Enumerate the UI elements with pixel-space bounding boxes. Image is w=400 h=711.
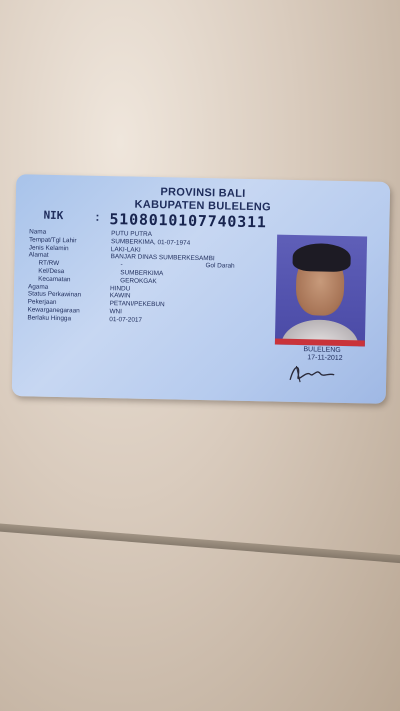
field-label: Kewarganegaraan	[27, 306, 80, 315]
field-value: SUMBERKIMA, 01-07-1974	[110, 237, 191, 247]
field-label: Alamat	[28, 251, 49, 260]
photo-collar	[275, 339, 365, 347]
field-label: Pekerjaan	[27, 298, 57, 307]
issue-date: 17-11-2012	[307, 354, 343, 362]
id-card	[12, 174, 391, 404]
field-label: Kecamatan	[38, 275, 71, 284]
field-value: -	[120, 261, 123, 269]
holder-photo	[275, 235, 367, 347]
field-label: RT/RW	[38, 259, 60, 268]
regency-title: KABUPATEN BULELENG	[134, 198, 272, 214]
nik-label: NIK	[43, 208, 64, 223]
field-value: PUTU PUTRA	[111, 230, 153, 238]
field-value: PETANI/PEKEBUN	[109, 300, 165, 309]
photo-hair	[292, 243, 351, 272]
nik-separator: :	[95, 209, 100, 224]
nik-value: 5108010107740311	[109, 210, 267, 232]
field-list	[27, 228, 215, 325]
field-value: 01-07-2017	[109, 315, 143, 324]
field-label: Jenis Kelamin	[28, 243, 69, 252]
field-label: Status Perkawinan	[27, 290, 82, 299]
field-value: SUMBERKIMA	[120, 269, 164, 278]
field-label: Berlaku Hingga	[27, 314, 72, 323]
field-label: Kel/Desa	[38, 267, 65, 276]
field-value: GEROKGAK	[120, 277, 157, 285]
field-label: Agama	[27, 282, 49, 291]
field-value: WNI	[109, 308, 123, 316]
field-label: Nama	[29, 228, 47, 236]
field-value: LAKI-LAKI	[110, 245, 141, 254]
field-value: HINDU	[109, 284, 131, 293]
field-value: BANJAR DINAS SUMBERKESAMBI	[110, 253, 215, 263]
blood-type-label: Gol Darah	[205, 262, 235, 270]
field-value: KAWIN	[109, 292, 131, 300]
province-title: PROVINSI BALI	[160, 186, 246, 200]
signature-icon	[286, 360, 339, 387]
issue-place: BULELENG	[303, 346, 341, 354]
field-label: Tempat/Tgl Lahir	[28, 236, 77, 245]
